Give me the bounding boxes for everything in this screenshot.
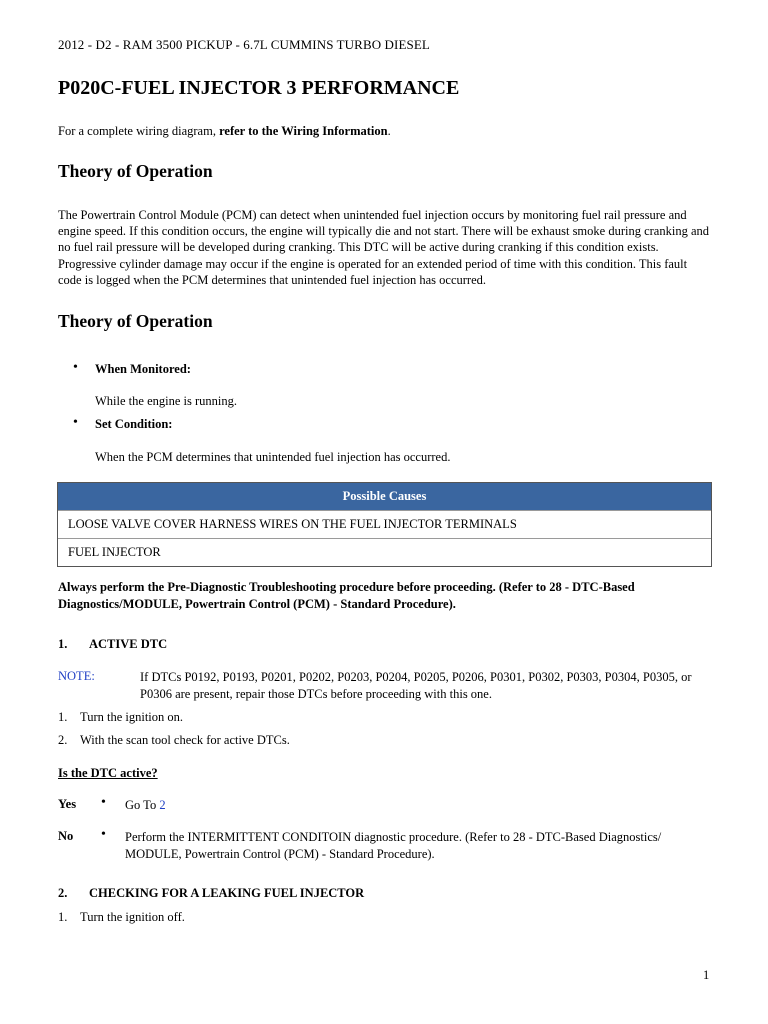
step-1-number: 1. bbox=[58, 637, 68, 651]
bullet-dot: • bbox=[73, 415, 78, 430]
dtc-active-question: Is the DTC active? bbox=[58, 766, 158, 780]
vehicle-header: 2012 - D2 - RAM 3500 PICKUP - 6.7L CUMMINS TURBO DIESEL bbox=[58, 37, 430, 52]
set-condition-label: Set Condition: bbox=[95, 417, 173, 431]
bullet-dot: • bbox=[73, 360, 78, 375]
theory-heading-2: Theory of Operation bbox=[58, 311, 213, 331]
step-1-title: ACTIVE DTC bbox=[89, 637, 168, 651]
bullet-dot: • bbox=[101, 827, 106, 842]
list-item: Turn the ignition off. bbox=[80, 910, 185, 924]
yes-label: Yes bbox=[58, 797, 77, 811]
pre-diagnostic-note: Always perform the Pre-Diagnostic Troubleshooting procedure before proceeding. (Refer to 28 - DTC-Based Diagnostics/MODULE, Powertrain Control (PCM) - Standard Procedure). bbox=[58, 580, 635, 611]
intro-prefix: For a complete wiring diagram, bbox=[58, 124, 220, 138]
list-item: Turn the ignition on. bbox=[80, 710, 184, 724]
list-item: With the scan tool check for active DTCs. bbox=[80, 733, 290, 747]
no-action: Perform the INTERMITTENT CONDITOIN diagnostic procedure. (Refer to 28 - DTC-Based Diagnostics/ MODULE, Powertrain Control (PCM) - Standard Procedure). bbox=[125, 830, 662, 861]
yes-action-text: Go To bbox=[125, 798, 160, 812]
list-item-number: 2. bbox=[58, 733, 68, 747]
page-number: 1 bbox=[703, 968, 710, 982]
set-condition-text: When the PCM determines that unintended fuel injection has occurred. bbox=[95, 450, 451, 464]
theory-heading-1: Theory of Operation bbox=[58, 161, 213, 181]
bullet-dot: • bbox=[101, 795, 106, 810]
when-monitored-label: When Monitored: bbox=[95, 362, 191, 376]
table-row: LOOSE VALVE COVER HARNESS WIRES ON THE FUEL INJECTOR TERMINALS bbox=[58, 510, 711, 538]
possible-causes-table bbox=[57, 482, 712, 567]
note-text: If DTCs P0192, P0193, P0201, P0202, P0203, P0204, P0205, P0206, P0301, P0302, P0303, P0304, P0305, or P0306 are present, repair those DTCs before proceeding with this one. bbox=[140, 670, 692, 701]
yes-action bbox=[125, 797, 715, 814]
step-2-number: 2. bbox=[58, 886, 68, 900]
intro-suffix: . bbox=[387, 124, 391, 138]
when-monitored-text: While the engine is running. bbox=[95, 394, 237, 408]
list-item-number: 1. bbox=[58, 910, 68, 924]
go-to-step-2-link[interactable]: 2 bbox=[159, 798, 166, 812]
theory-paragraph: The Powertrain Control Module (PCM) can detect when unintended fuel injection occurs by monitoring fuel rail pressure and engine speed. If this condition occurs, the engine will typically die and not start. There will be exhaust smoke during cranking and no fuel rail pressure will be developed during cranking. This DTC will be active during cranking if this condition exists. Progressive cylinder damage may occur if the engine is operated for an extended period of time with this condition. This fault code is logged when the PCM determines that unintended fuel injection has occurred. bbox=[58, 208, 709, 287]
step-2-title: CHECKING FOR A LEAKING FUEL INJECTOR bbox=[89, 886, 365, 900]
possible-causes-header: Possible Causes bbox=[58, 483, 711, 510]
wiring-info-link[interactable]: refer to the Wiring Information bbox=[219, 124, 388, 138]
table-row: FUEL INJECTOR bbox=[58, 538, 711, 566]
no-label: No bbox=[58, 829, 74, 843]
note-label: NOTE: bbox=[58, 669, 95, 683]
wiring-intro bbox=[58, 124, 391, 139]
page-title: P020C-FUEL INJECTOR 3 PERFORMANCE bbox=[58, 77, 460, 99]
list-item-number: 1. bbox=[58, 710, 68, 724]
